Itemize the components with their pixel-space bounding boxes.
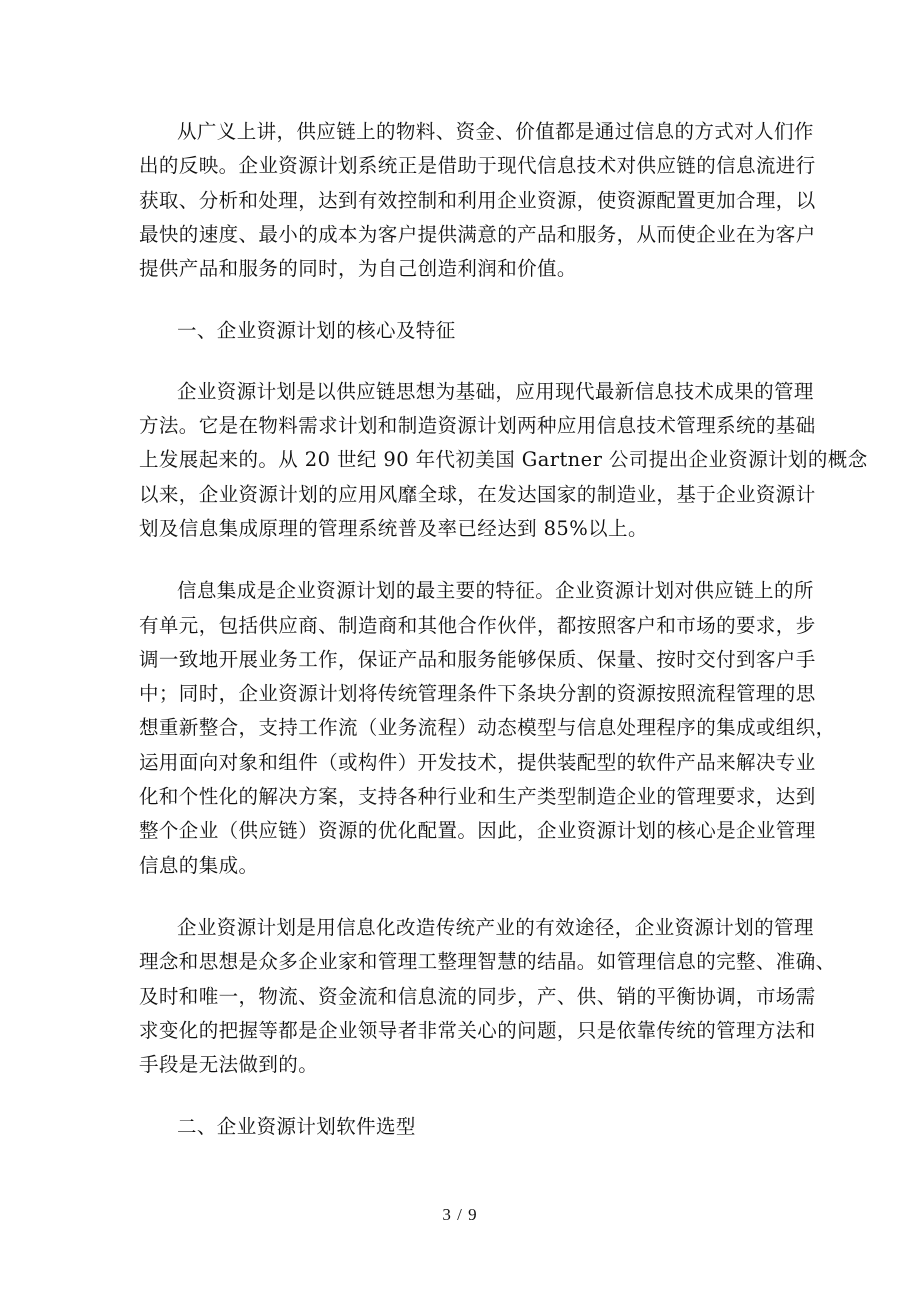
- text-line: 提供产品和服务的同时，为自己创造利润和价值。: [139, 257, 577, 281]
- text-line: 最快的速度、最小的成本为客户提供满意的产品和服务，从而使企业在为客户: [139, 222, 816, 246]
- paragraph-information-integration: [139, 574, 836, 883]
- section-heading-2: [139, 1110, 781, 1144]
- text-line: 有单元，包括供应商、制造商和其他合作伙伴，都按照客户和市场的要求，步: [139, 613, 816, 637]
- text-line: 划及信息集成原理的管理系统普及率已经达到 85%以上。: [139, 516, 648, 540]
- page-number: 3 / 9: [442, 1205, 478, 1224]
- paragraph-erp-definition: [139, 375, 868, 546]
- text-line: 手段是无法做到的。: [139, 1053, 319, 1077]
- text-line: 整个企业（供应链）资源的优化配置。因此，企业资源计划的核心是企业管理: [139, 819, 816, 843]
- text-line: 想重新整合，支持工作流（业务流程）动态模型与信息处理程序的集成或组织，: [139, 716, 836, 740]
- paragraph-intro: [139, 115, 816, 286]
- document-body: [139, 115, 868, 1145]
- text-line: 出的反映。企业资源计划系统正是借助于现代信息技术对供应链的信息流进行: [139, 154, 816, 178]
- text-line: 化和个性化的解决方案，支持各种行业和生产类型制造企业的管理要求，达到: [139, 785, 816, 809]
- text-line: 理念和思想是众多企业家和管理工整理智慧的结晶。如管理信息的完整、准确、: [139, 950, 836, 974]
- text-line: 运用面向对象和组件（或构件）开发技术，提供装配型的软件产品来解决专业: [139, 750, 816, 774]
- text-line: 获取、分析和处理，达到有效控制和利用企业资源，使资源配置更加合理，以: [139, 188, 816, 212]
- text-line: 从广义上讲，供应链上的物料、资金、价值都是通过信息的方式对人们作: [177, 120, 814, 143]
- text-line: 调一致地开展业务工作，保证产品和服务能够保质、保量、按时交付到客户手: [139, 647, 816, 671]
- text-line: 以来，企业资源计划的应用风靡全球，在发达国家的制造业，基于企业资源计: [139, 482, 816, 506]
- text-line: 企业资源计划是以供应链思想为基础，应用现代最新信息技术成果的管理: [177, 379, 814, 403]
- text-line: 企业资源计划是用信息化改造传统产业的有效途径，企业资源计划的管理: [177, 915, 814, 939]
- section-heading-1: [139, 314, 781, 348]
- paragraph-traditional-industry: [139, 911, 836, 1082]
- text-line: 信息的集成。: [139, 853, 259, 877]
- heading-text: 一、企业资源计划的核心及特征: [177, 319, 456, 343]
- text-line: 求变化的把握等都是企业领导者非常关心的问题，只是依靠传统的管理方法和: [139, 1018, 816, 1042]
- text-line: 上发展起来的。从 20 世纪 90 年代初美国 Gartner 公司提出企业资源计划的概念: [139, 448, 868, 472]
- text-line: 信息集成是企业资源计划的最主要的特征。企业资源计划对供应链上的所: [177, 579, 814, 603]
- text-line: 方法。它是在物料需求计划和制造资源计划两种应用信息技术管理系统的基础: [139, 414, 816, 438]
- heading-text: 二、企业资源计划软件选型: [177, 1115, 416, 1139]
- text-line: 及时和唯一，物流、资金流和信息流的同步，产、供、销的平衡协调，市场需: [139, 984, 816, 1008]
- text-line: 中；同时，企业资源计划将传统管理条件下条块分割的资源按照流程管理的思: [139, 682, 816, 706]
